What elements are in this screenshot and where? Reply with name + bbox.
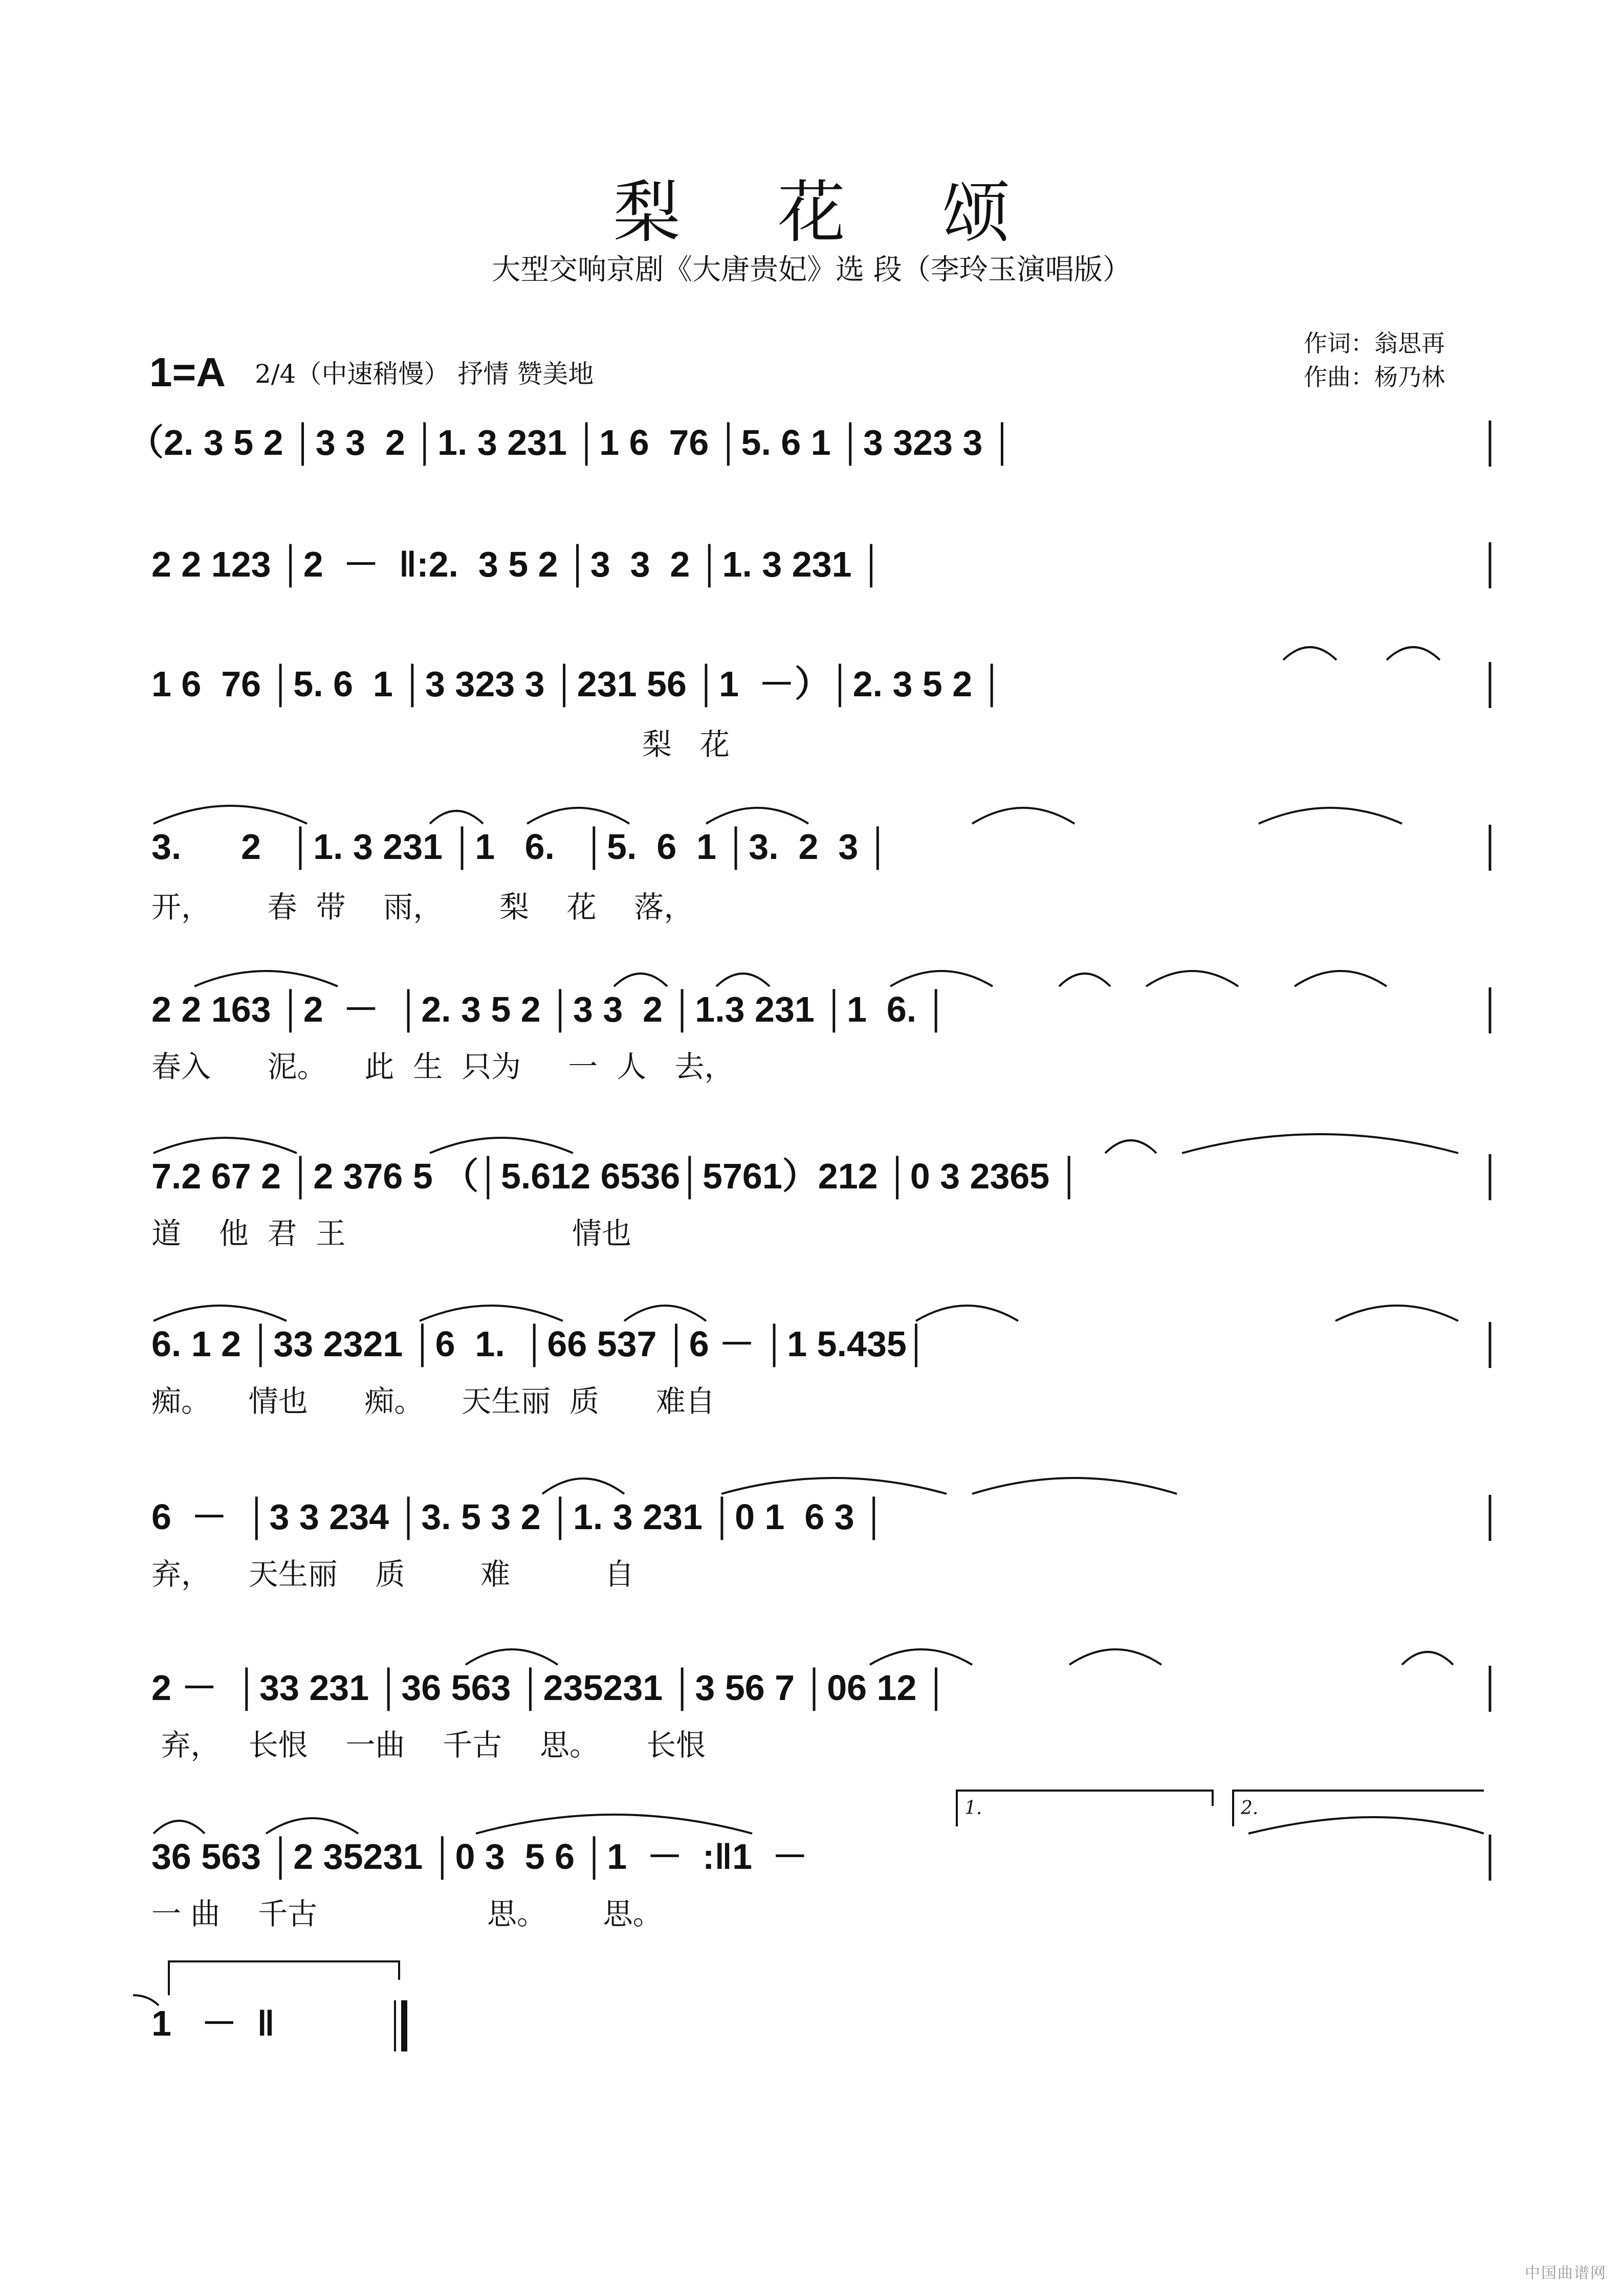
slur xyxy=(972,1478,1177,1494)
composer-credit: 作曲：杨乃林 xyxy=(1304,363,1445,391)
slur xyxy=(153,806,307,824)
slur xyxy=(420,1306,563,1321)
slur xyxy=(1387,647,1440,660)
site-watermark: 中国曲谱网 xyxy=(1525,2264,1607,2282)
slur xyxy=(194,971,338,986)
slur xyxy=(476,1815,752,1834)
slur xyxy=(527,808,629,824)
notation-line: 2 2 163 │2 － │2. 3 5 2 │3 3 2 │1.3 231 │1 6. │ xyxy=(151,989,949,1029)
notation-line: 7.2 67 2 │2 376 5 （│5.612 6536│5761）212 │0 3 2365 │ xyxy=(151,1156,1082,1196)
notation-line: 2 － │33 231 │36 563 │235231 │3 56 7 │06 12 │ xyxy=(151,1668,949,1708)
slur xyxy=(1259,808,1402,824)
lyrics-line: 弃， 长恨 一曲 千古 思。 长恨 xyxy=(151,1728,706,1762)
notation-line: 1 － ‖ xyxy=(151,2003,275,2043)
lyrics-line: 梨 花 xyxy=(151,727,730,762)
notation-line: 3. 2 │1. 3 231 │1 6. │5. 6 1 │3. 2 3 │ xyxy=(151,827,891,867)
slur xyxy=(716,974,770,986)
slur xyxy=(870,1649,972,1665)
slur xyxy=(1335,1306,1458,1321)
slur xyxy=(430,1138,573,1153)
slur xyxy=(890,971,993,986)
slur xyxy=(153,1138,297,1153)
slur xyxy=(1283,647,1336,660)
final-barline xyxy=(395,2000,404,2051)
lyrics-line: 道 他 君 王 情也 xyxy=(151,1216,631,1251)
slur xyxy=(972,808,1074,824)
volta-brackets xyxy=(169,1791,1484,1995)
notation-line: （2. 3 5 2 │3 3 2 │1. 3 231 │1 6 76 │5. 6 1 │3 323 3 │ xyxy=(128,423,1015,462)
notation-line: 6 － │3 3 234 │3. 5 3 2 │1. 3 231 │0 1 6 3 │ xyxy=(151,1497,887,1537)
page-title: 梨花颂 xyxy=(613,173,1107,252)
slur xyxy=(1182,1134,1458,1153)
tie xyxy=(133,1995,159,2005)
slur xyxy=(1248,1817,1484,1834)
notation-line: 36 563 │2 35231 │0 3 5 6 │1 － :‖1 － xyxy=(151,1837,808,1876)
notation-line: 2 2 123 │2 － ‖:2. 3 5 2 │3 3 2 │1. 3 231 │ xyxy=(151,544,884,584)
notation-line: 6. 1 2 │33 2321 │6 1. │66 537 │6 － │1 5.435│ xyxy=(151,1324,929,1364)
slur xyxy=(1295,971,1387,986)
volta-second-label: 2. xyxy=(1241,1798,1259,1819)
slur xyxy=(1402,1652,1453,1665)
slur xyxy=(430,811,483,824)
slur xyxy=(916,1306,1018,1321)
slur xyxy=(721,1478,947,1494)
slur xyxy=(614,974,667,986)
key-signature: 1=A xyxy=(149,349,226,395)
lyricist-credit: 作词：翁思再 xyxy=(1304,329,1445,357)
slur xyxy=(624,1306,706,1321)
slur xyxy=(1146,971,1238,986)
tempo-marking: 2/4（中速稍慢） 抒情 赞美地 xyxy=(255,359,594,389)
slur xyxy=(1059,974,1110,986)
slur xyxy=(706,808,808,824)
page-subtitle: 大型交响京剧《大唐贵妃》选 段（李玲玉演唱版） xyxy=(492,253,1131,286)
slur xyxy=(1069,1649,1161,1665)
slur xyxy=(1105,1140,1156,1153)
slur xyxy=(266,1818,358,1834)
notation-line: 1 6 76 │5. 6 1 │3 323 3 │231 56 │1 －）│2. 3 5 2 │ xyxy=(151,664,1005,704)
lyrics-line: 弃， 天生丽 质 难 自 xyxy=(151,1557,634,1592)
lyrics-line: 开， 春 带 雨， 梨 花 落， xyxy=(151,890,694,924)
slur xyxy=(153,1821,205,1834)
slur xyxy=(542,1478,624,1494)
lyrics-line: 一 曲 千古 思。 思。 xyxy=(151,1896,663,1931)
lyrics-line: 春入 泥。 此 生 只为 一 人 去， xyxy=(151,1049,734,1084)
volta-first-label: 1. xyxy=(964,1798,982,1819)
slur xyxy=(153,1306,287,1321)
slur xyxy=(466,1649,558,1665)
lyrics-line: 痴。 情也 痴。 天生丽 质 难自 xyxy=(151,1384,715,1419)
